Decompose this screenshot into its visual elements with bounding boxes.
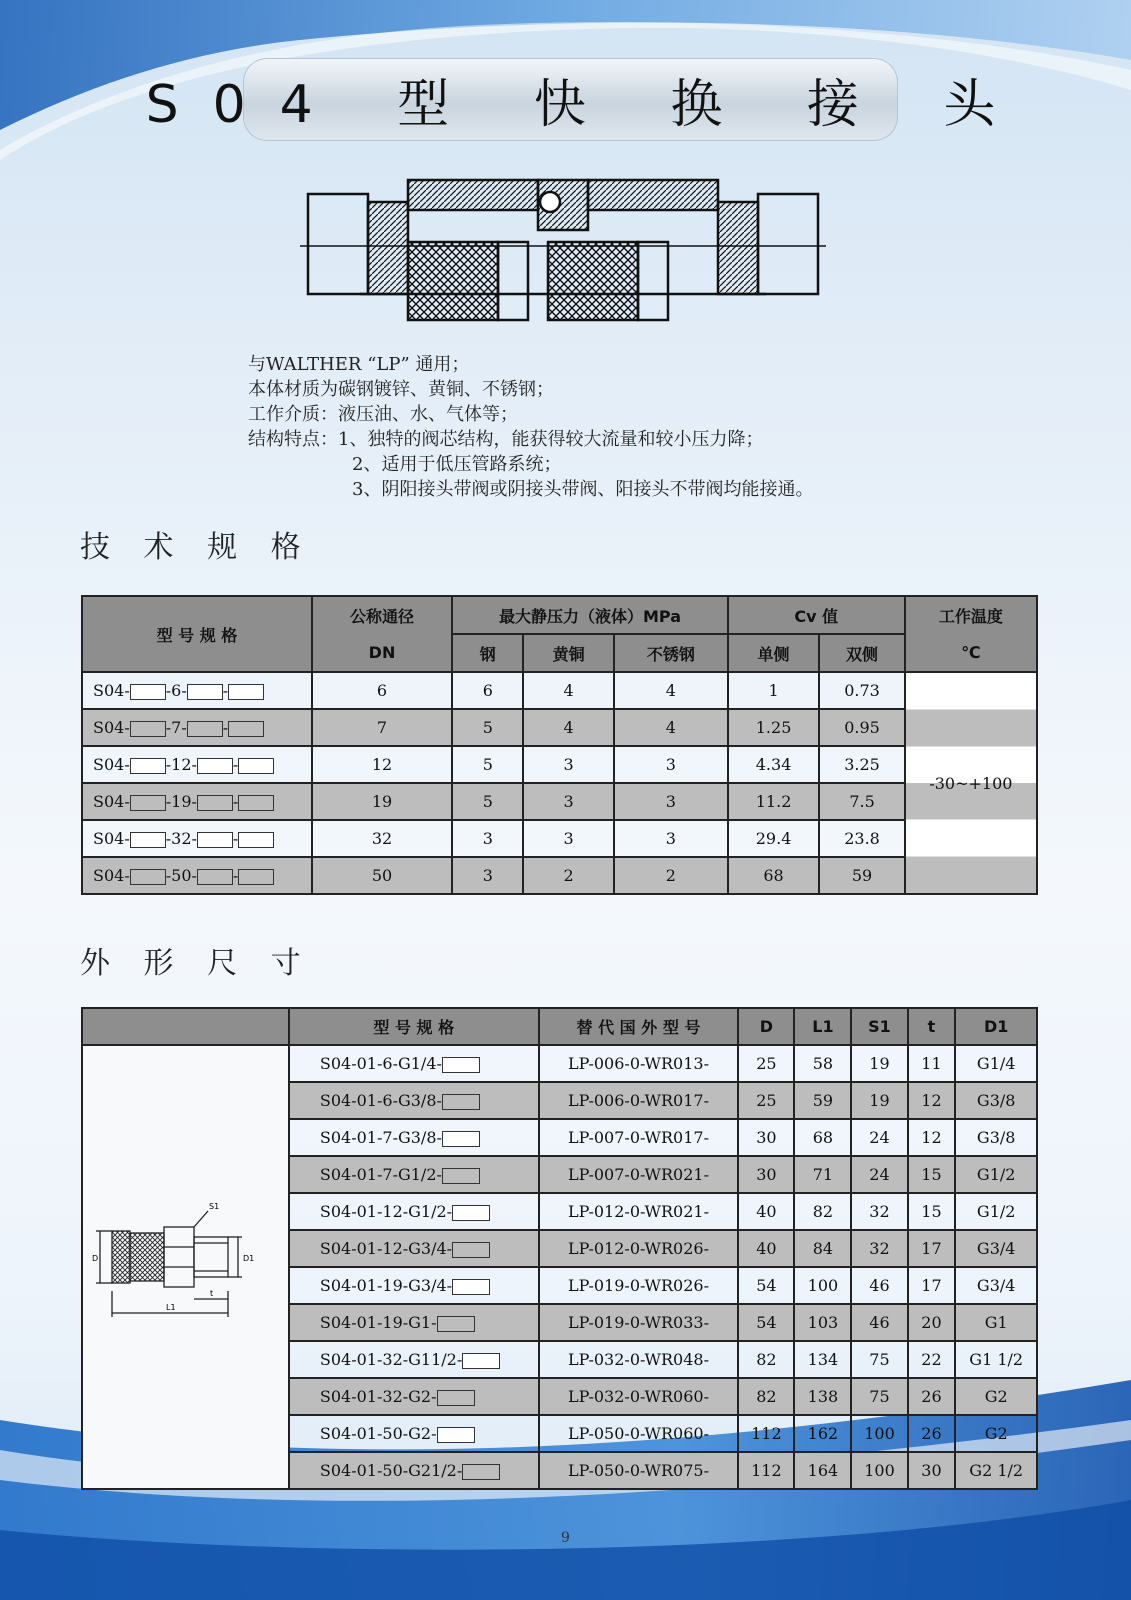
cell-S1: 100 (851, 1452, 907, 1489)
model-dash: - (232, 866, 239, 885)
cell-L1: 164 (794, 1452, 851, 1489)
cell-L1: 68 (794, 1119, 851, 1156)
spec-row (82, 746, 1037, 783)
blank-box (228, 721, 264, 737)
cell-alt: LP-032-0-WR060- (539, 1378, 739, 1415)
model-text: S04-01-19-G3/4- (319, 1276, 453, 1295)
model-text: S04-01-7-G1/2- (319, 1165, 442, 1184)
model-text: S04-01-32-G2- (319, 1387, 437, 1406)
model-cell (289, 1341, 539, 1378)
cell-D1: G1/2 (955, 1156, 1037, 1193)
model-text: S04-01-7-G3/8- (319, 1128, 442, 1147)
spec-row (82, 709, 1037, 746)
title-banner (145, 58, 1030, 141)
cell-L1: 100 (794, 1267, 851, 1304)
cell-double: 0.73 (819, 672, 904, 709)
blank-box (452, 1205, 490, 1221)
model-cell (289, 1267, 539, 1304)
cell-t: 15 (908, 1193, 956, 1230)
model-size: -6- (165, 681, 187, 700)
cell-D: 112 (738, 1452, 794, 1489)
model-text: S04-01-50-G2- (319, 1424, 437, 1443)
model-text: S04-01-19-G1- (319, 1313, 437, 1332)
desc-line: 2、适用于低压管路系统； (352, 454, 562, 475)
cell-D: 112 (738, 1415, 794, 1452)
model-cell (82, 857, 312, 894)
cell-t: 11 (908, 1045, 956, 1082)
cell-ss: 3 (614, 746, 728, 783)
model-size: -12- (165, 755, 197, 774)
cell-S1: 32 (851, 1193, 907, 1230)
coupling-section-drawing (300, 172, 826, 332)
cell-D: 40 (738, 1230, 794, 1267)
header-cv: Cv 值 (728, 596, 905, 634)
cell-steel: 3 (452, 820, 523, 857)
label-s1: S1 (209, 1202, 220, 1211)
cell-single: 68 (728, 857, 820, 894)
cell-D1: G2 (955, 1378, 1037, 1415)
cell-alt: LP-012-0-WR026- (539, 1230, 739, 1267)
cell-t: 26 (908, 1415, 956, 1452)
spec-row (82, 820, 1037, 857)
cell-S1: 19 (851, 1082, 907, 1119)
cell-t: 30 (908, 1452, 956, 1489)
header-steel: 钢 (452, 634, 523, 672)
blank-box (130, 832, 166, 848)
header-image-blank (82, 1008, 289, 1045)
blank-box (238, 758, 274, 774)
model-dash: - (222, 718, 229, 737)
cell-alt: LP-019-0-WR033- (539, 1304, 739, 1341)
model-cell (289, 1230, 539, 1267)
cell-alt: LP-032-0-WR048- (539, 1341, 739, 1378)
blank-box (462, 1464, 500, 1480)
header-model: 型 号 规 格 (82, 596, 312, 672)
dim-row (82, 1045, 1037, 1082)
section-heading-spec: 技 术 规 格 (80, 530, 313, 565)
header-dn: 公称通径 (312, 596, 452, 634)
blank-box (442, 1057, 480, 1073)
cell-brass: 3 (523, 746, 614, 783)
cell-S1: 24 (851, 1156, 907, 1193)
blank-box (238, 869, 274, 885)
cell-alt: LP-050-0-WR060- (539, 1415, 739, 1452)
model-text: S04-01-50-G21/2- (319, 1461, 463, 1480)
cell-steel: 6 (452, 672, 523, 709)
cell-temp: -30~+100 (905, 672, 1037, 894)
blank-box (442, 1168, 480, 1184)
model-cell (289, 1378, 539, 1415)
model-prefix: S04- (93, 829, 130, 848)
model-text: S04-01-12-G3/4- (319, 1239, 453, 1258)
header-model: 型 号 规 格 (289, 1008, 539, 1045)
cell-L1: 84 (794, 1230, 851, 1267)
desc-line: 与WALTHER “LP” 通用； (248, 354, 470, 375)
model-cell (82, 672, 312, 709)
cell-ss: 3 (614, 820, 728, 857)
cell-D1: G3/8 (955, 1082, 1037, 1119)
cell-ss: 3 (614, 783, 728, 820)
cell-alt: LP-050-0-WR075- (539, 1452, 739, 1489)
blank-box (442, 1094, 480, 1110)
model-cell (289, 1193, 539, 1230)
model-text: S04-01-32-G11/2- (319, 1350, 463, 1369)
model-cell (82, 709, 312, 746)
label-t: t (210, 1289, 214, 1298)
cell-dn: 7 (312, 709, 452, 746)
spec-row (82, 672, 1037, 709)
model-cell (82, 783, 312, 820)
model-prefix: S04- (93, 681, 130, 700)
model-prefix: S04- (93, 866, 130, 885)
model-cell (82, 820, 312, 857)
cell-brass: 3 (523, 783, 614, 820)
cell-single: 4.34 (728, 746, 820, 783)
header-L1: L1 (794, 1008, 851, 1045)
header-stainless: 不锈钢 (614, 634, 728, 672)
blank-box (238, 832, 274, 848)
blank-box (238, 795, 274, 811)
model-cell (289, 1119, 539, 1156)
blank-box (130, 795, 166, 811)
label-d: D (92, 1254, 99, 1263)
cell-L1: 138 (794, 1378, 851, 1415)
blank-box (130, 721, 166, 737)
cell-alt: LP-007-0-WR021- (539, 1156, 739, 1193)
cell-L1: 71 (794, 1156, 851, 1193)
cell-D1: G1 1/2 (955, 1341, 1037, 1378)
cell-D: 25 (738, 1082, 794, 1119)
page-title: S04 型 快 换 接 头 (145, 75, 1030, 135)
cell-ss: 2 (614, 857, 728, 894)
label-d1: D1 (243, 1254, 255, 1263)
cell-t: 26 (908, 1378, 956, 1415)
model-prefix: S04- (93, 755, 130, 774)
cell-D1: G2 1/2 (955, 1452, 1037, 1489)
header-D: D (738, 1008, 794, 1045)
model-dash: - (232, 755, 239, 774)
cell-alt: LP-006-0-WR017- (539, 1082, 739, 1119)
model-text: S04-01-6-G1/4- (319, 1054, 442, 1073)
model-dash: - (232, 829, 239, 848)
spec-table (81, 595, 1038, 895)
cell-D1: G1/4 (955, 1045, 1037, 1082)
cell-D1: G2 (955, 1415, 1037, 1452)
dimension-table (81, 1007, 1038, 1490)
cell-D: 54 (738, 1304, 794, 1341)
cell-D: 82 (738, 1378, 794, 1415)
cell-double: 23.8 (819, 820, 904, 857)
cell-brass: 3 (523, 820, 614, 857)
cell-t: 17 (908, 1230, 956, 1267)
cell-single: 1.25 (728, 709, 820, 746)
cell-D: 40 (738, 1193, 794, 1230)
spec-row (82, 783, 1037, 820)
header-double: 双侧 (819, 634, 904, 672)
header-alt-model: 替 代 国 外 型 号 (539, 1008, 739, 1045)
cell-brass: 2 (523, 857, 614, 894)
cell-t: 20 (908, 1304, 956, 1341)
cell-S1: 32 (851, 1230, 907, 1267)
desc-line: 结构特点：1、独特的阀芯结构，能获得较大流量和较小压力降； (248, 429, 764, 450)
page-number: 9 (561, 1530, 570, 1546)
cell-D: 54 (738, 1267, 794, 1304)
cell-dn: 6 (312, 672, 452, 709)
cell-S1: 46 (851, 1267, 907, 1304)
cell-double: 59 (819, 857, 904, 894)
cell-S1: 19 (851, 1045, 907, 1082)
cell-D1: G3/4 (955, 1267, 1037, 1304)
cell-double: 3.25 (819, 746, 904, 783)
cell-dn: 12 (312, 746, 452, 783)
header-t: t (908, 1008, 956, 1045)
desc-line: 本体材质为碳钢镀锌、黄铜、不锈钢； (248, 379, 554, 400)
cell-S1: 75 (851, 1341, 907, 1378)
cell-brass: 4 (523, 709, 614, 746)
cell-L1: 59 (794, 1082, 851, 1119)
blank-box (130, 684, 166, 700)
model-cell (289, 1304, 539, 1341)
cell-alt: LP-019-0-WR026- (539, 1267, 739, 1304)
model-cell (289, 1415, 539, 1452)
model-size: -19- (165, 792, 197, 811)
cell-t: 15 (908, 1156, 956, 1193)
cell-single: 29.4 (728, 820, 820, 857)
header-S1: S1 (851, 1008, 907, 1045)
model-size: -32- (165, 829, 197, 848)
header-pressure: 最大静压力（液体）MPa (452, 596, 728, 634)
cell-steel: 5 (452, 746, 523, 783)
blank-box (197, 795, 233, 811)
model-cell (82, 746, 312, 783)
model-prefix: S04- (93, 792, 130, 811)
cell-D: 30 (738, 1119, 794, 1156)
cell-D: 82 (738, 1341, 794, 1378)
blank-box (462, 1353, 500, 1369)
cell-double: 7.5 (819, 783, 904, 820)
header-dn-unit: DN (312, 634, 452, 672)
cell-L1: 103 (794, 1304, 851, 1341)
cell-L1: 134 (794, 1341, 851, 1378)
cell-L1: 58 (794, 1045, 851, 1082)
header-single: 单侧 (728, 634, 820, 672)
model-size: -50- (165, 866, 197, 885)
cell-double: 0.95 (819, 709, 904, 746)
cell-dn: 19 (312, 783, 452, 820)
cell-dn: 50 (312, 857, 452, 894)
cell-alt: LP-006-0-WR013- (539, 1045, 739, 1082)
cell-D: 30 (738, 1156, 794, 1193)
blank-box (452, 1279, 490, 1295)
blank-box (452, 1242, 490, 1258)
header-D1: D1 (955, 1008, 1037, 1045)
cell-alt: LP-007-0-WR017- (539, 1119, 739, 1156)
blank-box (228, 684, 264, 700)
header-temp-unit: ℃ (905, 634, 1037, 672)
model-prefix: S04- (93, 718, 130, 737)
cell-S1: 75 (851, 1378, 907, 1415)
cell-steel: 3 (452, 857, 523, 894)
cell-L1: 162 (794, 1415, 851, 1452)
cell-D1: G3/4 (955, 1230, 1037, 1267)
cell-ss: 4 (614, 709, 728, 746)
cell-S1: 46 (851, 1304, 907, 1341)
blank-box (130, 869, 166, 885)
blank-box (442, 1131, 480, 1147)
cell-steel: 5 (452, 709, 523, 746)
model-cell (289, 1452, 539, 1489)
blank-box (187, 721, 223, 737)
cell-L1: 82 (794, 1193, 851, 1230)
desc-line: 工作介质：液压油、水、气体等； (248, 404, 518, 425)
cell-steel: 5 (452, 783, 523, 820)
desc-line: 3、阴阳接头带阀或阴接头带阀、阳接头不带阀均能接通。 (352, 479, 814, 500)
blank-box (197, 832, 233, 848)
blank-box (187, 684, 223, 700)
cell-ss: 4 (614, 672, 728, 709)
cell-t: 12 (908, 1119, 956, 1156)
cell-single: 1 (728, 672, 820, 709)
header-brass: 黄铜 (523, 634, 614, 672)
blank-box (437, 1427, 475, 1443)
blank-box (130, 758, 166, 774)
model-text: S04-01-6-G3/8- (319, 1091, 442, 1110)
blank-box (197, 869, 233, 885)
model-text: S04-01-12-G1/2- (319, 1202, 453, 1221)
cell-dn: 32 (312, 820, 452, 857)
cell-single: 11.2 (728, 783, 820, 820)
spec-row (82, 857, 1037, 894)
blank-box (437, 1316, 475, 1332)
section-heading-dim: 外 形 尺 寸 (80, 946, 313, 981)
coupling-dimension-drawing (90, 1195, 280, 1335)
description (248, 352, 888, 502)
cell-t: 12 (908, 1082, 956, 1119)
blank-box (437, 1390, 475, 1406)
model-size: -7- (165, 718, 187, 737)
model-dash: - (232, 792, 239, 811)
cell-D1: G3/8 (955, 1119, 1037, 1156)
label-l1: L1 (166, 1303, 176, 1312)
model-dash: - (222, 681, 229, 700)
cell-S1: 100 (851, 1415, 907, 1452)
blank-box (197, 758, 233, 774)
header-temp: 工作温度 (905, 596, 1037, 634)
cell-D1: G1/2 (955, 1193, 1037, 1230)
cell-alt: LP-012-0-WR021- (539, 1193, 739, 1230)
cell-t: 17 (908, 1267, 956, 1304)
cell-D: 25 (738, 1045, 794, 1082)
model-cell (289, 1045, 539, 1082)
cell-t: 22 (908, 1341, 956, 1378)
model-cell (289, 1156, 539, 1193)
product-drawing-cell (82, 1045, 289, 1489)
cell-D1: G1 (955, 1304, 1037, 1341)
model-cell (289, 1082, 539, 1119)
cell-S1: 24 (851, 1119, 907, 1156)
cell-brass: 4 (523, 672, 614, 709)
